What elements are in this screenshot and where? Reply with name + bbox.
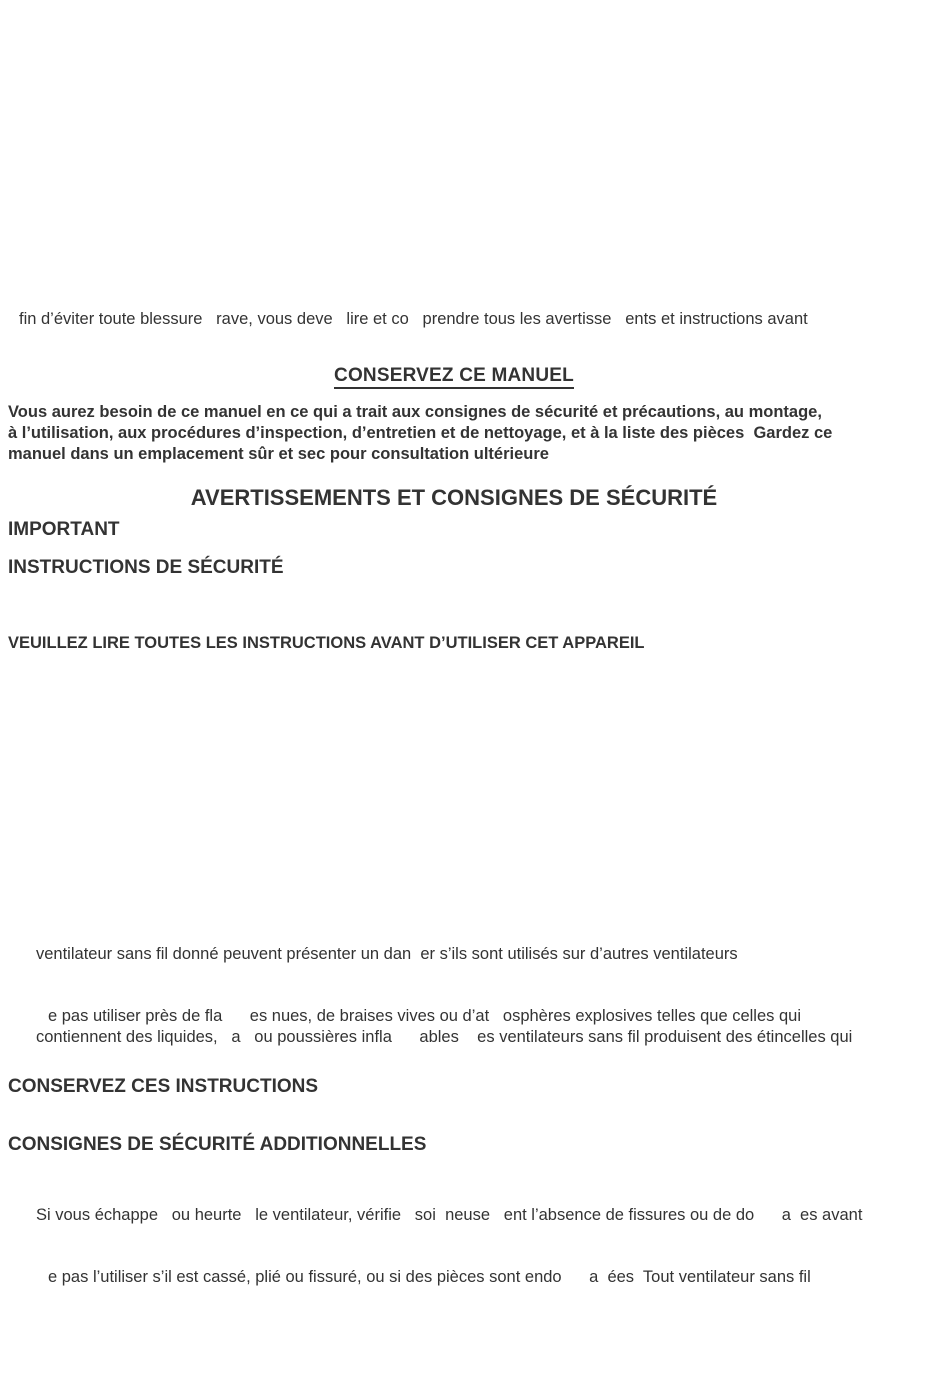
important-heading: IMPORTANT bbox=[8, 519, 120, 540]
manual-line-2: à l’utilisation, aux procédures d’inspection, d’entretien et de nettoyage, et à la liste des pièces Gardez ce bbox=[8, 424, 833, 442]
drop-check-line: Si vous échappe ou heurte le ventilateur, vérifie soi neuse ent l’absence de fissures ou de do a es avant bbox=[36, 1206, 863, 1224]
flames-line-1: e pas utiliser près de fla es nues, de braises vives ou d’at osphères explosives telles que celles qui bbox=[48, 1007, 801, 1025]
manual-paragraph bbox=[8, 402, 908, 465]
keep-instructions-heading: CONSERVEZ CES INSTRUCTIONS bbox=[8, 1076, 319, 1097]
additional-safety-heading: CONSIGNES DE SÉCURITÉ ADDITIONNELLES bbox=[8, 1134, 427, 1155]
warnings-title: AVERTISSEMENTS ET CONSIGNES DE SÉCURITÉ bbox=[190, 485, 718, 510]
read-all-instructions: VEUILLEZ LIRE TOUTES LES INSTRUCTIONS AVANT D’UTILISER CET APPAREIL bbox=[8, 634, 645, 652]
manual-title: CONSERVEZ CE MANUEL bbox=[0, 365, 908, 387]
safety-instructions-heading: INSTRUCTIONS DE SÉCURITÉ bbox=[8, 557, 284, 578]
manual-line-1: Vous aurez besoin de ce manuel en ce qui a trait aux consignes de sécurité et précautions, au montage, bbox=[8, 403, 822, 421]
intro-line: fin d’éviter toute blessure rave, vous deve lire et co prendre tous les avertisse ents et instructions avant bbox=[19, 310, 808, 328]
manual-line-3: manuel dans un emplacement sûr et sec pour consultation ultérieure bbox=[8, 445, 549, 463]
fan-danger-line: ventilateur sans fil donné peuvent présenter un dan er s’ils sont utilisés sur d’autres ventilateurs bbox=[36, 945, 738, 963]
broken-fan-line: e pas l’utiliser s’il est cassé, plié ou fissuré, ou si des pièces sont endo a ées Tout ventilateur sans fil bbox=[48, 1268, 811, 1286]
flames-line-2: contiennent des liquides, a ou poussières infla ables es ventilateurs sans fil produisent des étincelles qui bbox=[36, 1028, 853, 1046]
